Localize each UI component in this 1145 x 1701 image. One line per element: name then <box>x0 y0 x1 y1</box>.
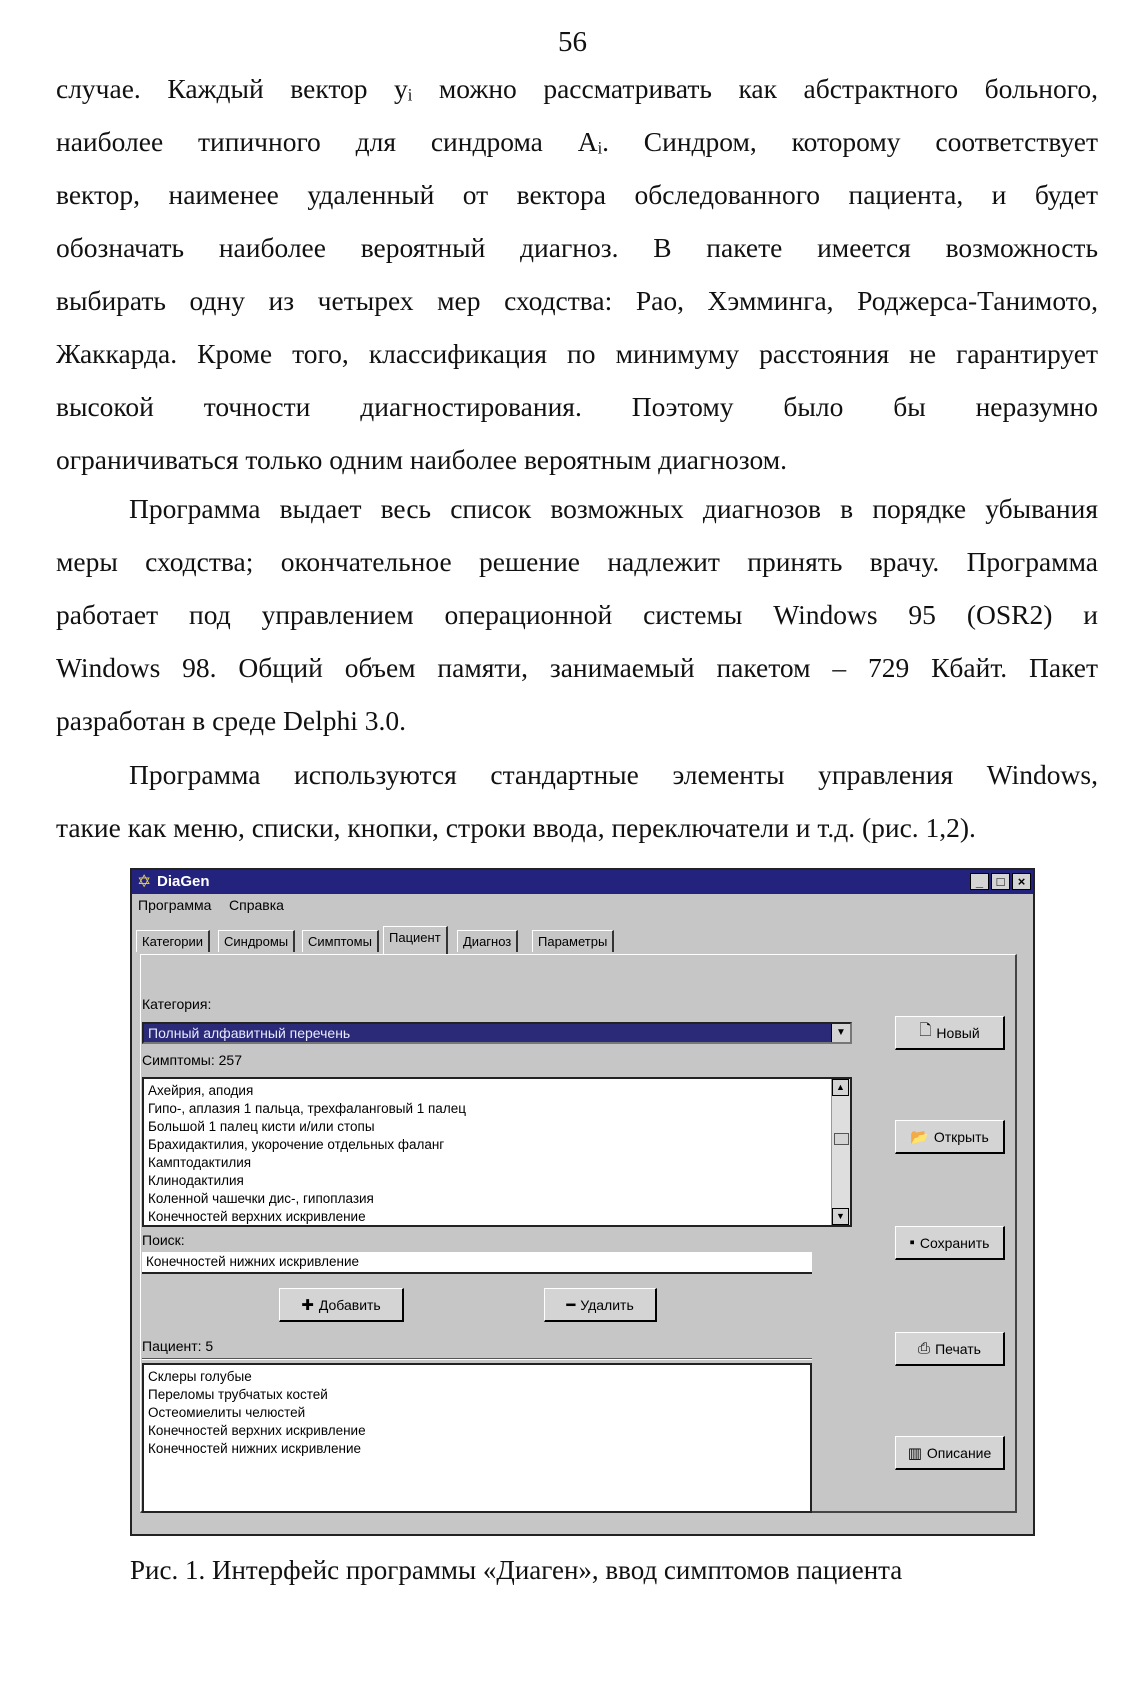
list-item[interactable]: Остеомиелиты челюстей <box>148 1405 306 1420</box>
tab-patient[interactable]: Пациент <box>383 926 448 954</box>
scroll-up-icon[interactable]: ▲ <box>832 1079 849 1096</box>
symptoms-count-label: Симптомы: 257 <box>142 1052 243 1068</box>
close-button[interactable]: × <box>1012 873 1031 890</box>
scroll-down-icon[interactable]: ▼ <box>832 1208 849 1225</box>
minus-icon: ━ <box>566 1296 576 1314</box>
print-button-label: Печать <box>935 1340 981 1357</box>
add-button[interactable] <box>279 1288 404 1322</box>
paragraph-3 <box>56 748 1098 854</box>
new-button-label: Новый <box>936 1024 980 1041</box>
text-line: случае. Каждый вектор yᵢ можно рассматривать как абстрактного больного, <box>56 73 1098 104</box>
list-item[interactable]: Коленной чашечки дис-, гипоплазия <box>148 1191 374 1206</box>
patient-symptoms-list[interactable] <box>142 1363 812 1513</box>
text-line: работает под управлением операционной системы Windows 95 (OSR2) и <box>56 599 1098 630</box>
symptoms-list[interactable] <box>142 1077 852 1227</box>
text-line: выбирать одну из четырех мер сходства: Рао, Хэмминга, Роджерса-Танимото, <box>56 285 1098 316</box>
list-item[interactable]: Большой 1 палец кисти и/или стопы <box>148 1119 375 1134</box>
patient-count-label: Пациент: 5 <box>142 1338 214 1354</box>
text-line: Windows 98. Общий объем памяти, занимаемый пакетом – 729 Кбайт. Пакет <box>56 652 1098 683</box>
text-line: разработан в среде Delphi 3.0. <box>56 705 407 736</box>
list-item[interactable]: Брахидактилия, укорочение отдельных фаланг <box>148 1137 445 1152</box>
scroll-thumb[interactable] <box>834 1133 849 1145</box>
list-item[interactable]: Переломы трубчатых костей <box>148 1387 328 1402</box>
text-line: ограничиваться только одним наиболее вероятным диагнозом. <box>56 444 787 475</box>
plus-icon: ✚ <box>301 1296 314 1314</box>
category-label: Категория: <box>142 996 212 1012</box>
text-line: Жаккарда. Кроме того, классификация по минимуму расстояния не гарантирует <box>56 338 1098 369</box>
text-line: обозначать наиболее вероятный диагноз. В пакете имеется возможность <box>56 232 1098 263</box>
text-line: меры сходства; окончательное решение надлежит принять врачу. Программа <box>56 546 1098 577</box>
print-button[interactable] <box>895 1332 1005 1366</box>
tab-strip <box>132 926 1033 954</box>
open-folder-icon: 📂 <box>910 1128 929 1146</box>
paragraph-2 <box>56 482 1098 747</box>
remove-button-label: Удалить <box>580 1296 634 1313</box>
category-select-value: Полный алфавитный перечень <box>148 1025 351 1041</box>
new-document-icon: 🗋 <box>919 1022 932 1039</box>
list-item[interactable]: Конечностей верхних искривление <box>148 1209 366 1224</box>
floppy-disk-icon: ▪ <box>909 1234 915 1251</box>
menu-program[interactable]: Программа <box>138 897 212 913</box>
add-button-label: Добавить <box>318 1296 381 1313</box>
diagen-window <box>130 868 1035 1536</box>
text-line: Программа используются стандартные элементы управления Windows, <box>129 759 1098 790</box>
list-item[interactable]: Клинодактилия <box>148 1173 244 1188</box>
divider <box>142 1358 812 1360</box>
save-button[interactable] <box>895 1226 1005 1260</box>
star-of-david-icon: ✡ <box>137 872 152 891</box>
text-line: высокой точности диагностирования. Поэтому было бы неразумно <box>56 391 1098 422</box>
remove-button[interactable] <box>544 1288 657 1322</box>
menu-help[interactable]: Справка <box>229 897 284 913</box>
new-button[interactable] <box>895 1016 1005 1050</box>
list-item[interactable]: Ахейрия, аподия <box>148 1083 254 1098</box>
text-line: Программа выдает весь список возможных диагнозов в порядке убывания <box>129 493 1098 524</box>
list-item[interactable]: Гипо-, аплазия 1 пальца, трехфаланговый 1 палец <box>148 1101 466 1116</box>
title-bar <box>132 870 1033 894</box>
description-button-label: Описание <box>926 1444 992 1461</box>
paragraph-1 <box>56 62 1098 486</box>
open-button[interactable] <box>895 1120 1005 1154</box>
open-button-label: Открыть <box>933 1128 989 1145</box>
text-line: такие как меню, списки, кнопки, строки ввода, переключатели и т.д. (рис. 1,2). <box>56 812 976 843</box>
text-line: наиболее типичного для синдрома Aᵢ. Синдром, которому соответствует <box>56 126 1098 157</box>
figure-caption: Рис. 1. Интерфейс программы «Диаген», ввод симптомов пациента <box>130 1555 903 1585</box>
search-label: Поиск: <box>142 1232 185 1248</box>
list-item-selected[interactable] <box>148 1226 846 1227</box>
list-item[interactable]: Камптодактилия <box>148 1155 252 1170</box>
tab-categories[interactable]: Категории <box>136 930 210 952</box>
list-item[interactable]: Склеры голубые <box>148 1369 252 1384</box>
save-button-label: Сохранить <box>919 1234 990 1251</box>
menu-bar <box>132 894 1033 916</box>
text-line: вектор, наименее удаленный от вектора обследованного пациента, и будет <box>56 179 1098 210</box>
maximize-button[interactable]: □ <box>991 873 1010 890</box>
minimize-button[interactable]: _ <box>970 873 989 890</box>
category-select[interactable] <box>142 1022 852 1044</box>
tab-syndromes[interactable]: Синдромы <box>218 930 295 952</box>
tab-diagnosis[interactable]: Диагноз <box>457 930 518 952</box>
tab-parameters[interactable]: Параметры <box>532 930 614 952</box>
description-button[interactable] <box>895 1436 1005 1470</box>
page-number: 56 <box>558 26 587 58</box>
tab-symptoms[interactable]: Симптомы <box>302 930 379 952</box>
printer-icon: ⎙ <box>918 1340 931 1357</box>
search-input[interactable]: Конечностей нижних искривление <box>142 1252 812 1274</box>
symptoms-scrollbar[interactable] <box>831 1079 850 1225</box>
dropdown-arrow-icon[interactable]: ▼ <box>831 1024 850 1042</box>
list-item[interactable]: Конечностей верхних искривление <box>148 1423 366 1438</box>
list-item[interactable]: Конечностей нижних искривление <box>148 1441 361 1456</box>
window-title: DiaGen <box>157 873 210 890</box>
book-icon: ▥ <box>907 1444 922 1462</box>
